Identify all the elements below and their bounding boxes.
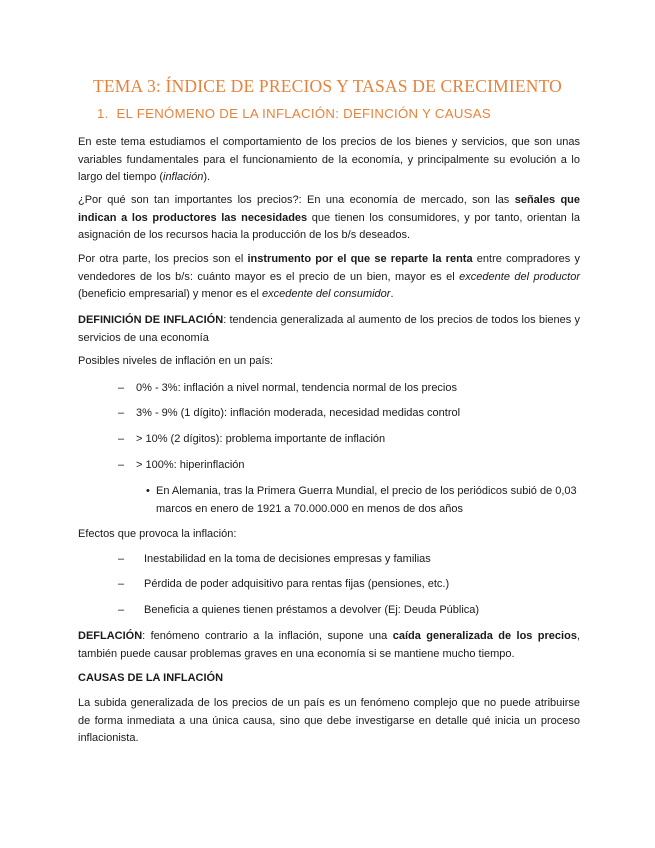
effect-item: Pérdida de poder adquisitivo para rentas fijas (pensiones, etc.) [144, 578, 450, 590]
why-paragraph [78, 192, 580, 245]
definition-label: DEFINICIÓN DE INFLACIÓN [78, 314, 224, 326]
renta-text-4: . [390, 288, 394, 300]
deflation-label: DEFLACIÓN [78, 630, 143, 642]
why-bold: señales que indican a los productores las necesidades [78, 194, 581, 224]
level-sub-item: En Alemania, tras la Primera Guerra Mundial, el precio de los periódicos subió de 0,03 marcos en enero de 1921 a 70.000.000 en menos de dos años [156, 485, 577, 515]
renta-bold: instrumento por el que se reparte la renta [247, 253, 473, 265]
definition-paragraph [78, 312, 580, 347]
intro-paragraph [78, 134, 580, 187]
dash-mark: – [118, 407, 125, 419]
dash-mark: – [118, 553, 125, 565]
level-item: > 10% (2 dígitos): problema importante de inflación [136, 433, 386, 445]
renta-italic-2: excedente del consumidor [262, 288, 391, 300]
section-heading [97, 106, 491, 121]
definition-text: : tendencia generalizada al aumento de los precios de todos los bienes y servicios de una economía [78, 314, 580, 344]
effect-item: Beneficia a quienes tienen préstamos a devolver (Ej: Deuda Pública) [144, 604, 480, 616]
deflation-text-1: : fenómeno contrario a la inflación, supone una [142, 630, 393, 642]
levels-intro: Posibles niveles de inflación en un país: [78, 355, 274, 367]
intro-text-1: En este tema estudiamos el comportamiento de los precios de los bienes y servicios, que son unas variables fundamentales para el funcionamiento de la economía, y principalmente su evolución a lo largo del tiempo ( [78, 136, 580, 183]
deflation-text-2: , también puede causar problemas graves en una economía si se mantiene mucho tiempo. [78, 630, 580, 660]
intro-text-2: ). [203, 171, 211, 183]
renta-text-3: (beneficio empresarial) y menor es el [78, 288, 263, 300]
section-number: 1. [97, 106, 109, 121]
dash-mark: – [118, 604, 125, 616]
deflation-bold: caída generalizada de los precios [392, 630, 577, 642]
renta-text-2: entre compradores y vendedores de los b/s: cuánto mayor es el precio de un bien, mayor es el [78, 253, 580, 283]
deflation-paragraph [78, 628, 580, 663]
renta-text-1: Por otra parte, los precios son el [78, 253, 248, 265]
dash-mark: – [118, 382, 125, 394]
level-item: 3% - 9% (1 dígito): inflación moderada, necesidad medidas control [136, 407, 461, 419]
effects-intro: Efectos que provoca la inflación: [78, 528, 237, 540]
why-text-2: que tienen los consumidores, y por tanto, orientan la asignación de los recursos hacia la producción de los b/s deseados. [78, 211, 580, 241]
document-title: TEMA 3: ÍNDICE DE PRECIOS Y TASAS DE CRECIMIENTO [92, 76, 563, 96]
dash-mark: – [118, 433, 125, 445]
why-text-1: ¿Por qué son tan importantes los precios?: En una economía de mercado, son las [78, 194, 515, 206]
level-item: 0% - 3%: inflación a nivel normal, tendencia normal de los precios [136, 382, 457, 394]
bullet-mark: • [146, 485, 150, 497]
dash-mark: – [118, 459, 125, 471]
level-item: > 100%: hiperinflación [136, 459, 245, 471]
causes-paragraph: La subida generalizada de los precios de un país es un fenómeno complejo que no puede atribuirse de forma inmediata a una única causa, sino que debe investigarse en detalle qué inicia un proceso inflacionista. [78, 697, 580, 744]
dash-mark: – [118, 578, 125, 590]
renta-italic-1: excedente del productor [459, 270, 580, 283]
effect-item: Inestabilidad en la toma de decisiones empresas y familias [144, 553, 431, 565]
section-title: EL FENÓMENO DE LA INFLACIÓN: DEFINCIÓN Y CAUSAS [116, 106, 491, 121]
intro-italic: inflación [163, 171, 204, 183]
causes-heading: CAUSAS DE LA INFLACIÓN [78, 672, 224, 684]
renta-paragraph [78, 251, 580, 304]
